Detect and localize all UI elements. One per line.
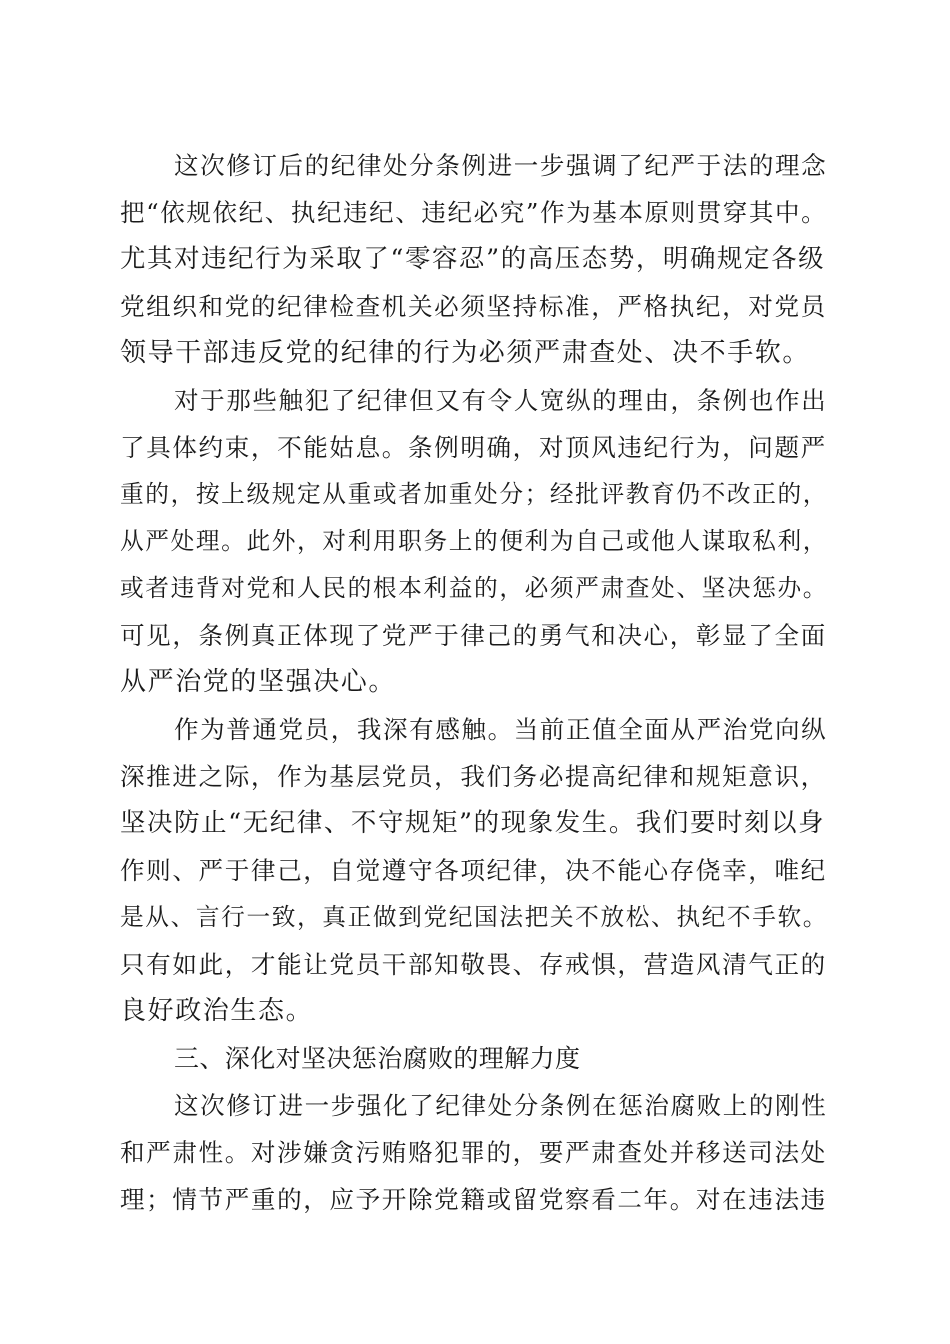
paragraph-3 xyxy=(120,706,832,1035)
text-line: 了具体约束，不能姑息。条例明确，对顶风违纪行为，问题严 xyxy=(120,433,827,462)
text-line: 尤其对违纪行为采取了“零容忍”的高压态势，明确规定各级 xyxy=(120,244,826,274)
text-line: 只有如此，才能让党员干部知敬畏、存戒惧，营造风清气正的 xyxy=(120,950,827,979)
text-line: 对于那些触犯了纪律但又有令人宽纵的理由，条例也作出 xyxy=(174,386,828,415)
text-line: 可见，条例真正体现了党严于律己的勇气和决心，彰显了全面 xyxy=(120,621,827,650)
text-line: 或者违背对党和人民的根本利益的，必须严肃查处、坚决惩办。 xyxy=(120,574,829,602)
text-line: 党组织和党的纪律检查机关必须坚持标准，严格执纪，对党员 xyxy=(120,292,827,321)
text-line: 作为普通党员，我深有感触。当前正值全面从严治党向纵 xyxy=(174,715,828,744)
document-page xyxy=(120,142,832,1223)
paragraph-2 xyxy=(120,377,832,706)
text-line: 把“依规依纪、执纪违纪、违纪必究”作为基本原则贯穿其中。 xyxy=(120,198,828,227)
text-line: 是从、言行一致，真正做到党纪国法把关不放松、执纪不手软。 xyxy=(120,903,829,931)
text-line: 坚决防止“无纪律、不守规矩”的现象发生。我们要时刻以身 xyxy=(120,808,826,838)
text-line: 作则、严于律己，自觉遵守各项纪律，决不能心存侥幸，唯纪 xyxy=(120,856,827,885)
text-line: 这次修订后的纪律处分条例进一步强调了纪严于法的理念 xyxy=(174,151,828,180)
text-line: 这次修订进一步强化了纪律处分条例在惩治腐败上的刚性 xyxy=(174,1091,828,1120)
section-heading-text: 三、深化对坚决惩治腐败的理解力度 xyxy=(174,1044,581,1073)
text-line: 从严处理。此外，对利用职务上的便利为自己或他人谋取私利， xyxy=(120,527,829,555)
section-heading xyxy=(120,1035,832,1082)
paragraph-4 xyxy=(120,1082,832,1223)
text-line: 和严肃性。对涉嫌贪污贿赂犯罪的，要严肃查处并移送司法处 xyxy=(120,1138,827,1167)
text-line: 理；情节严重的，应予开除党籍或留党察看二年。对在违法违 xyxy=(120,1185,827,1214)
text-line: 领导干部违反党的纪律的行为必须严肃查处、决不手软。 xyxy=(120,338,811,368)
text-line: 深推进之际，作为基层党员，我们务必提高纪律和规矩意识， xyxy=(120,762,827,791)
text-line: 重的，按上级规定从重或者加重处分；经批评教育仍不改正的， xyxy=(120,480,829,508)
text-line: 从严治党的坚强决心。 xyxy=(120,667,397,697)
text-line: 良好政治生态。 xyxy=(120,996,314,1026)
paragraph-1 xyxy=(120,142,832,377)
